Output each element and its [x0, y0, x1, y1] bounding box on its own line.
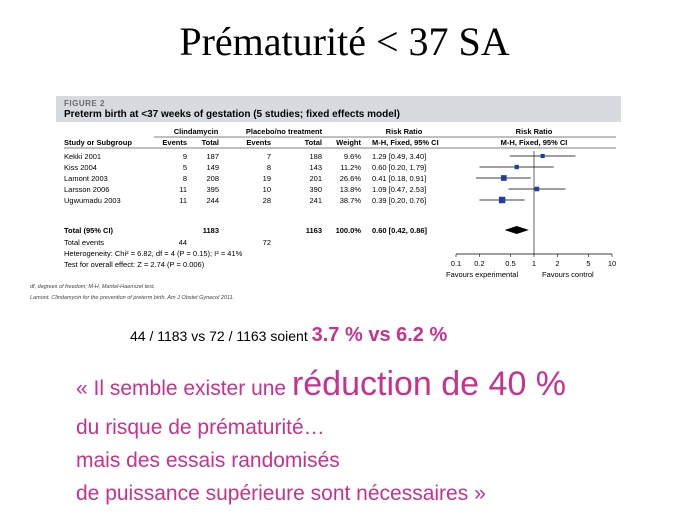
- study-weight: 9.6%: [343, 152, 361, 161]
- col-c-total: Total: [201, 138, 219, 147]
- study-c-events: 9: [182, 152, 187, 161]
- x-tick-label: 0.5: [505, 259, 516, 268]
- study-name: Kiss 2004: [64, 163, 97, 172]
- study-p-events: 28: [262, 196, 271, 205]
- quote-line-4: de puissance supérieure sont nécessaires »: [76, 482, 486, 505]
- footnote-1: df, degrees of freedom; M-H, Mantel-Haenszel test.: [30, 284, 156, 290]
- col-c-events: Events: [162, 138, 187, 147]
- favours-left: Favours experimental: [446, 270, 519, 279]
- study-ci: 1.29 [0.49, 3.40]: [372, 152, 427, 161]
- quote-line-1-text: « Il semble exister une: [76, 377, 287, 400]
- quote-line-2: du risque de prématurité…: [76, 416, 325, 439]
- x-tick-label: 0.1: [450, 259, 462, 268]
- study-p-events: 7: [266, 152, 271, 161]
- study-c-total: 208: [206, 174, 219, 183]
- pooled-diamond: [505, 226, 529, 234]
- study-p-total: 201: [309, 174, 322, 183]
- study-c-events: 8: [182, 174, 187, 183]
- events-label: Total events: [64, 238, 105, 247]
- study-weight: 38.7%: [339, 196, 361, 205]
- x-tick-label: 1: [531, 259, 537, 268]
- x-tick-label: 2: [555, 259, 560, 268]
- header-placebo: Placebo/no treatment: [245, 127, 323, 136]
- study-c-total: 395: [206, 185, 219, 194]
- study-ci: 0.41 [0.18, 0.91]: [372, 174, 427, 183]
- study-ci: 0.39 [0.20, 0.76]: [372, 196, 427, 205]
- study-effect-marker: [501, 175, 507, 181]
- study-effect-marker: [541, 154, 545, 158]
- study-c-total: 244: [206, 196, 219, 205]
- quote-emphasis: réduction de 40 %: [291, 365, 567, 403]
- study-weight: 13.8%: [339, 185, 361, 194]
- header-risk-ratio: Risk Ratio: [385, 127, 423, 136]
- study-p-total: 390: [309, 185, 322, 194]
- header-risk-ratio-plot: Risk Ratio: [515, 127, 553, 136]
- col-p-events: Events: [246, 138, 271, 147]
- figure-title: Preterm birth at <37 weeks of gestation (5 studies; fixed effects model): [64, 109, 400, 120]
- study-c-total: 149: [206, 163, 219, 172]
- study-p-total: 188: [309, 152, 322, 161]
- x-tick-label: 10: [607, 259, 617, 268]
- col-p-total: Total: [304, 138, 322, 147]
- total-p-total: 1163: [305, 226, 322, 235]
- study-c-events: 11: [179, 185, 187, 194]
- footnote-2: Lamont. Clindamycin for the prevention of preterm birth. Am J Obstet Gynecol 2011.: [30, 295, 235, 301]
- study-c-events: 11: [179, 196, 187, 205]
- header-clindamycin: Clindamycin: [173, 127, 219, 136]
- study-name: Lamont 2003: [64, 174, 108, 183]
- figure-label: FIGURE 2: [64, 99, 105, 108]
- study-name: Kekki 2001: [64, 152, 102, 161]
- forest-plot-figure: [30, 96, 621, 311]
- quote-line-3: mais des essais randomisés: [76, 449, 340, 472]
- proportion-text: 44 / 1183 vs 72 / 1163 soient: [130, 328, 308, 344]
- col-plot-ci: M-H, Fixed, 95% CI: [500, 138, 568, 147]
- events-c: 44: [178, 238, 187, 247]
- total-label: Total (95% CI): [64, 226, 114, 235]
- study-p-events: 10: [262, 185, 271, 194]
- col-study: Study or Subgroup: [64, 138, 132, 147]
- study-c-events: 5: [182, 163, 187, 172]
- x-tick-label: 5: [586, 259, 591, 268]
- study-p-events: 19: [262, 174, 271, 183]
- study-c-total: 187: [206, 152, 219, 161]
- col-weight: Weight: [336, 138, 361, 147]
- study-weight: 11.2%: [340, 163, 361, 172]
- slide-title: Prématurité < 37 SA: [179, 19, 510, 64]
- study-p-total: 241: [309, 196, 322, 205]
- total-weight: 100.0%: [335, 226, 361, 235]
- study-ci: 1.09 [0.47, 2.53]: [372, 185, 427, 194]
- study-effect-marker: [499, 197, 505, 203]
- events-p: 72: [262, 238, 271, 247]
- study-weight: 26.6%: [339, 174, 361, 183]
- study-name: Ugwumadu 2003: [64, 196, 121, 205]
- total-ci: 0.60 [0.42, 0.86]: [372, 226, 428, 235]
- total-c-total: 1183: [202, 226, 219, 235]
- study-ci: 0.60 [0.20, 1.79]: [372, 163, 427, 172]
- favours-right: Favours control: [542, 270, 594, 279]
- proportion-highlight: 3.7 % vs 6.2 %: [311, 324, 448, 346]
- proportion-comparison: [130, 324, 447, 347]
- study-p-total: 143: [309, 163, 322, 172]
- x-tick-label: 0.2: [474, 259, 485, 268]
- quote-line-1: [76, 365, 566, 404]
- forest-plot: [30, 96, 621, 311]
- study-effect-marker: [535, 187, 540, 192]
- overall-test-text: Test for overall effect: Z = 2.74 (P = 0.006): [64, 260, 205, 269]
- study-p-events: 8: [266, 163, 271, 172]
- heterogeneity-text: Heterogeneity: Chi² = 6.82, df = 4 (P = 0.15); I² = 41%: [64, 249, 243, 258]
- study-effect-marker: [515, 165, 519, 169]
- study-name: Larsson 2006: [64, 185, 110, 194]
- col-ci: M-H, Fixed, 95% CI: [372, 138, 439, 147]
